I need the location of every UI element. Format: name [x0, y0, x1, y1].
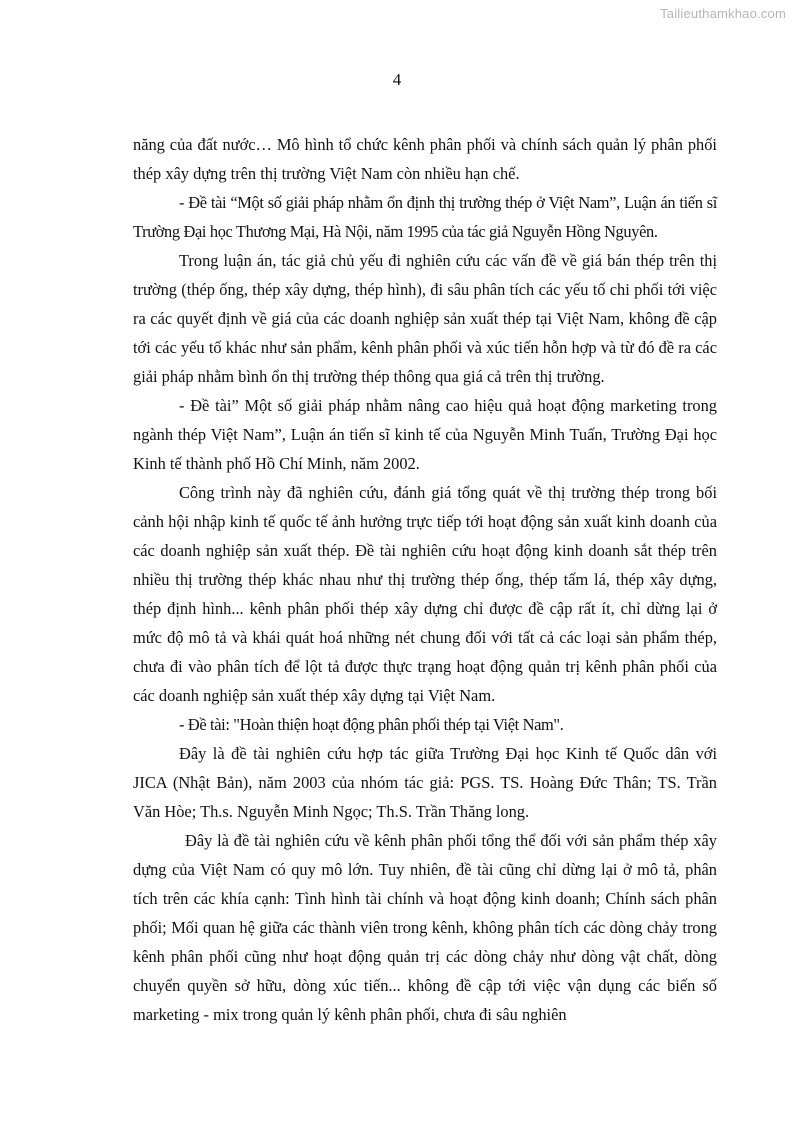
- paragraph-study-summary: Công trình này đã nghiên cứu, đánh giá tổng quát về thị trường thép trong bối cảnh hội nhập kinh tế quốc tế ảnh hưởng trực tiếp tới hoạt động sản xuất kinh doanh của các doanh nghiệp sản xuất thép. Đề tài nghiên cứu hoạt động kinh doanh sắt thép trên nhiều thị trường thép khác nhau như thị trường thép ống, thép tấm lá, thép xây dựng, thép định hình... kênh phân phối thép xây dựng chỉ được đề cập rất ít, chỉ dừng lại ở mức độ mô tả và khái quát hoá những nét chung đối với tất cả các loại sản phẩm thép, chưa đi vào phân tích để lột tả được thực trạng hoạt động quản trị kênh phân phối của các doanh nghiệp sản xuất thép xây dựng tại Việt Nam.: [133, 483, 717, 705]
- document-body: [133, 130, 717, 1029]
- paragraph-thesis-nguyen-hong-nguyen: - Đề tài “Một số giải pháp nhằm ổn định thị trường thép ở Việt Nam”, Luận án tiến sĩ Trường Đại học Thương Mại, Hà Nội, năm 1995 của tác giả Nguyễn Hồng Nguyên.: [133, 193, 717, 241]
- paragraph-distribution-topic: - Đề tài: "Hoàn thiện hoạt động phân phối thép tại Việt Nam".: [179, 715, 564, 734]
- paragraph-thesis-nguyen-minh-tuan: - Đề tài” Một số giải pháp nhằm nâng cao hiệu quả hoạt động marketing trong ngành thép Việt Nam”, Luận án tiến sĩ kinh tế của Nguyễn Minh Tuấn, Trường Đại học Kinh tế thành phố Hồ Chí Minh, năm 2002.: [133, 396, 717, 473]
- watermark: Tailieuthamkhao.com: [660, 6, 786, 21]
- paragraph-continuation: năng của đất nước… Mô hình tổ chức kênh phân phối và chính sách quản lý phân phối thép xây dựng trên thị trường Việt Nam còn nhiều hạn chế.: [133, 135, 717, 183]
- page-number: 4: [392, 70, 402, 89]
- paragraph-jica-summary: Đây là đề tài nghiên cứu về kênh phân phối tổng thể đối với sản phẩm thép xây dựng của Việt Nam có quy mô lớn. Tuy nhiên, đề tài cũng chỉ dừng lại ở mô tả, phân tích trên các khía cạnh: Tình hình tài chính và hoạt động kinh doanh; Chính sách phân phối; Mối quan hệ giữa các thành viên trong kênh, không phân tích các dòng chảy trong kênh phân phối cũng như hoạt động quản trị các dòng chảy như dòng vật chất, dòng chuyển quyền sở hữu, dòng xúc tiến... không đề cập tới việc vận dụng các biến số marketing - mix trong quản lý kênh phân phối, chưa đi sâu nghiên: [133, 831, 717, 1024]
- paragraph-thesis-summary: Trong luận án, tác giả chủ yếu đi nghiên cứu các vấn đề về giá bán thép trên thị trường (thép ống, thép xây dựng, thép hình), đi sâu phân tích các yếu tố chi phối tới việc ra các quyết định về giá của các doanh nghiệp sản xuất thép tại Việt Nam, không đề cập tới các yếu tố khác như sản phẩm, kênh phân phối và xúc tiến hỗn hợp và từ đó đề ra các giải pháp nhằm bình ổn thị trường thép thông qua giá cả trên thị trường.: [133, 251, 717, 386]
- paragraph-jica-study: Đây là đề tài nghiên cứu hợp tác giữa Trường Đại học Kinh tế Quốc dân với JICA (Nhật Bản), năm 2003 của nhóm tác giả: PGS. TS. Hoàng Đức Thân; TS. Trần Văn Hòe; Th.s. Nguyễn Minh Ngọc; Th.S. Trần Thăng long.: [133, 744, 717, 821]
